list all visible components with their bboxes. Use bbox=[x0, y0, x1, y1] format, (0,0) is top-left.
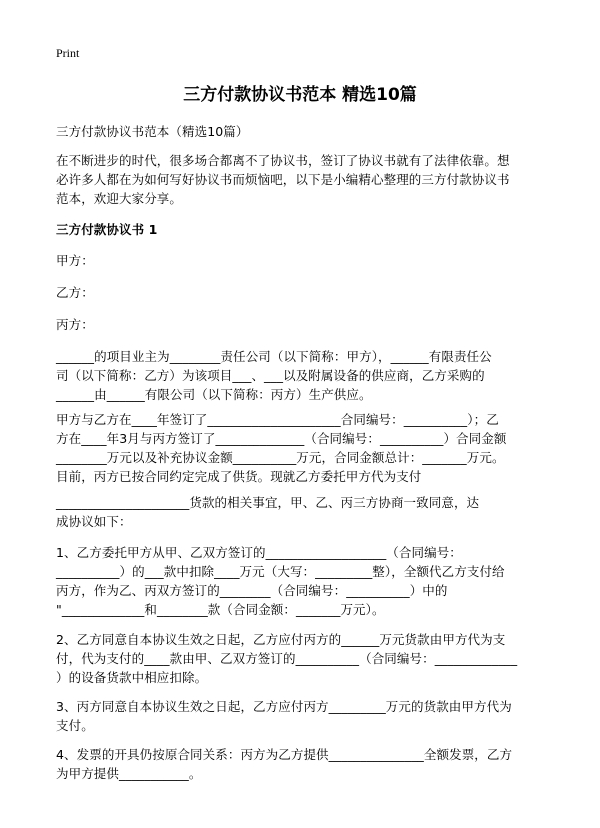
clause-line: ）的设备货款中相应扣除。 bbox=[56, 670, 208, 685]
paragraph-line: ______由______有限公司（以下简称：丙方）生产供应。 bbox=[56, 387, 372, 402]
paragraph-line: 目前，丙方已按合同约定完成了供货。现就乙方委托甲方代为支付 bbox=[56, 469, 422, 484]
document-subtitle: 三方付款协议书范本（精选10篇） bbox=[56, 124, 249, 139]
intro-line: 范本，欢迎大家分享。 bbox=[56, 191, 183, 206]
party-yi: 乙方： bbox=[56, 285, 94, 300]
paragraph-line: 甲方与乙方在____年签订了_____________________合同编号：__________）；乙 bbox=[56, 412, 499, 427]
clause-line: 4、发票的开具仍按原合同关系：丙方为乙方提供_______________全额发票，乙方 bbox=[56, 747, 513, 762]
party-jia: 甲方： bbox=[56, 253, 94, 268]
clause-line: 为甲方提供___________。 bbox=[56, 766, 202, 781]
clause-line: 3、丙方同意自本协议生效之日起，乙方应付丙方_________万元的货款由甲方代为 bbox=[56, 699, 512, 714]
print-label: Print bbox=[56, 46, 80, 60]
intro-line: 在不断进步的时代，很多场合都离不了协议书，签订了协议书就有了法律依靠。想 bbox=[56, 153, 510, 168]
paragraph-line: 成协议如下： bbox=[56, 514, 132, 529]
paragraph-line: ________万元以及补充协议金额__________万元，合同金额总计：_______万元。 bbox=[56, 450, 505, 465]
paragraph-line: ______的项目业主为________责任公司（以下简称：甲方），______有限责任公 bbox=[56, 349, 492, 364]
paragraph-line: _____________________货款的相关事宜，甲、乙、丙三方协商一致同意，达 bbox=[56, 495, 480, 510]
clause-line: 2、乙方同意自本协议生效之日起，乙方应付丙方的______万元货款由甲方代为支 bbox=[56, 632, 506, 647]
clause-line: __________）的___款中扣除____万元（大写：_________整），全额代乙方支付给 bbox=[56, 564, 505, 579]
clause-line: "_____________和________款（合同金额：_______万元）。 bbox=[56, 602, 385, 617]
intro-line: 必许多人都在为如何写好协议书而烦恼吧，以下是小编精心整理的三方付款协议书 bbox=[56, 172, 510, 187]
clause-line: 付，代为支付的____款由甲、乙双方签订的__________（合同编号：_____________ bbox=[56, 651, 518, 666]
clause-line: 丙方，作为乙、丙双方签订的________（合同编号：__________）中的 bbox=[56, 583, 448, 598]
section-heading: 三方付款协议书 1 bbox=[56, 222, 158, 237]
paragraph-line: 方在____年3月与丙方签订了______________（合同编号：__________）合同金额 bbox=[56, 431, 507, 446]
clause-line: 支付。 bbox=[56, 718, 94, 733]
clause-line: 1、乙方委托甲方从甲、乙双方签订的___________________（合同编号： bbox=[56, 545, 462, 560]
page-title: 三方付款协议书范本 精选10篇 bbox=[183, 85, 417, 105]
party-bing: 丙方： bbox=[56, 317, 94, 332]
paragraph-line: 司（以下简称：乙方）为该项目___、___以及附属设备的供应商，乙方采购的 bbox=[56, 368, 485, 383]
